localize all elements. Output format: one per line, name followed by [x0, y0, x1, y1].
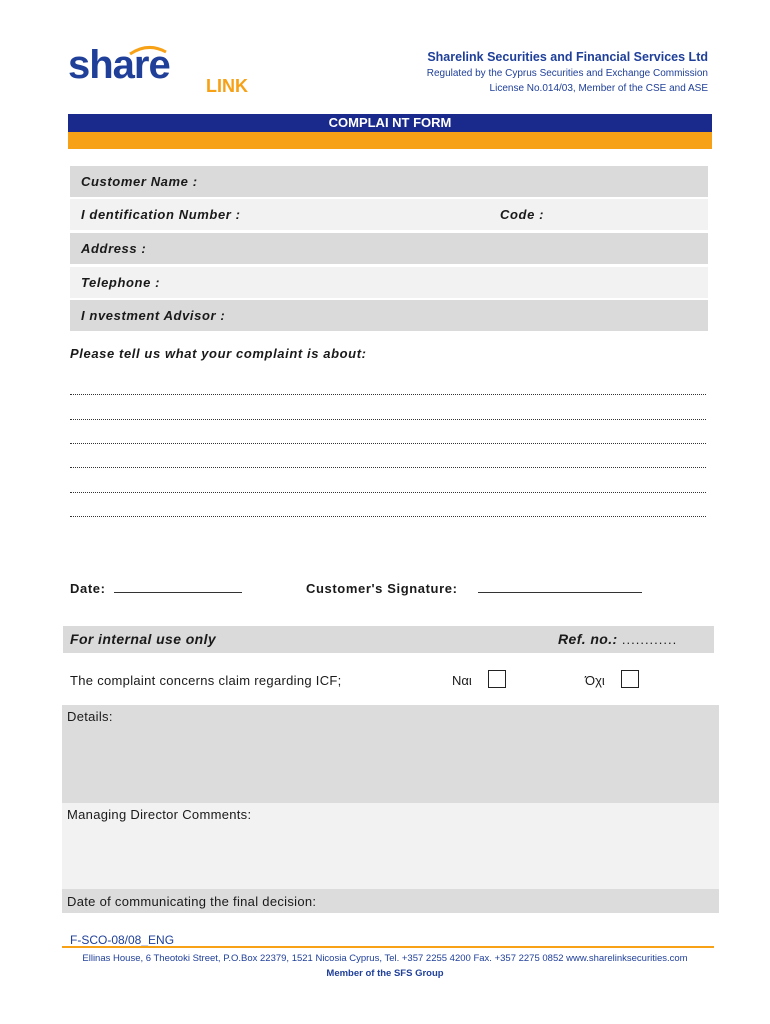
customer-name-field[interactable]	[70, 166, 708, 197]
no-label: Όχι	[585, 673, 605, 688]
form-title: COMPLAI NT FORM	[68, 114, 712, 132]
signature-field[interactable]	[306, 580, 642, 596]
orange-divider	[68, 132, 712, 149]
code-label: Code :	[500, 207, 545, 222]
final-decision-label: Date of communicating the final decision:	[67, 894, 317, 909]
internal-use-bar	[63, 626, 714, 653]
signature-label: Customer's Signature:	[306, 581, 458, 596]
yes-label: Ναι	[452, 673, 472, 688]
telephone-field[interactable]	[70, 267, 708, 298]
complaint-line-4[interactable]	[70, 467, 706, 468]
complaint-line-3[interactable]	[70, 443, 706, 444]
yes-checkbox[interactable]	[488, 670, 506, 688]
date-underline[interactable]	[114, 580, 242, 593]
complaint-line-2[interactable]	[70, 419, 706, 420]
identification-number-field[interactable]	[70, 199, 708, 230]
address-label: Address :	[81, 241, 147, 256]
details-box[interactable]	[62, 705, 719, 803]
logo-sub-text: LINK	[206, 76, 248, 96]
identification-number-label: I dentification Number :	[81, 207, 241, 222]
date-label: Date:	[70, 581, 106, 596]
company-info	[427, 50, 708, 94]
footer-member: Member of the SFS Group	[326, 968, 444, 979]
no-checkbox[interactable]	[621, 670, 639, 688]
investment-advisor-field[interactable]	[70, 300, 708, 331]
sharelink-logo	[68, 44, 273, 96]
ref-value[interactable]: ............	[621, 632, 678, 647]
investment-advisor-label: I nvestment Advisor :	[81, 308, 226, 323]
license-line: License No.014/03, Member of the CSE and ASE	[489, 83, 708, 94]
company-name: Sharelink Securities and Financial Services Ltd	[427, 50, 708, 64]
customer-name-label: Customer Name :	[81, 174, 198, 189]
regulator-line: Regulated by the Cyprus Securities and Exchange Commission	[426, 68, 708, 79]
md-comments-box[interactable]	[62, 803, 719, 889]
complaint-line-5[interactable]	[70, 492, 706, 493]
final-decision-box[interactable]	[62, 889, 719, 913]
internal-use-heading: For internal use only	[70, 631, 217, 647]
logo-main-text: share	[68, 44, 170, 87]
footer-divider	[62, 946, 714, 948]
ref-label: Ref. no.:	[558, 631, 618, 647]
telephone-label: Telephone :	[81, 275, 161, 290]
icf-question: The complaint concerns claim regarding ICF;	[70, 673, 342, 688]
address-field[interactable]	[70, 233, 708, 264]
date-field[interactable]	[70, 580, 242, 596]
complaint-line-6[interactable]	[70, 516, 706, 517]
form-code: F-SCO-08/08_ENG	[70, 933, 175, 947]
complaint-line-1[interactable]	[70, 394, 706, 395]
signature-underline[interactable]	[478, 580, 642, 593]
md-comments-label: Managing Director Comments:	[67, 807, 252, 822]
footer-address: Ellinas House, 6 Theotoki Street, P.O.Box 22379, 1521 Nicosia Cyprus, Tel. +357 2255 4200 Fax. +357 2275 0852 www.sharelinksecurities.com	[82, 953, 688, 964]
details-label: Details:	[67, 709, 113, 724]
ref-number	[558, 626, 677, 653]
complaint-question: Please tell us what your complaint is about:	[70, 346, 367, 361]
